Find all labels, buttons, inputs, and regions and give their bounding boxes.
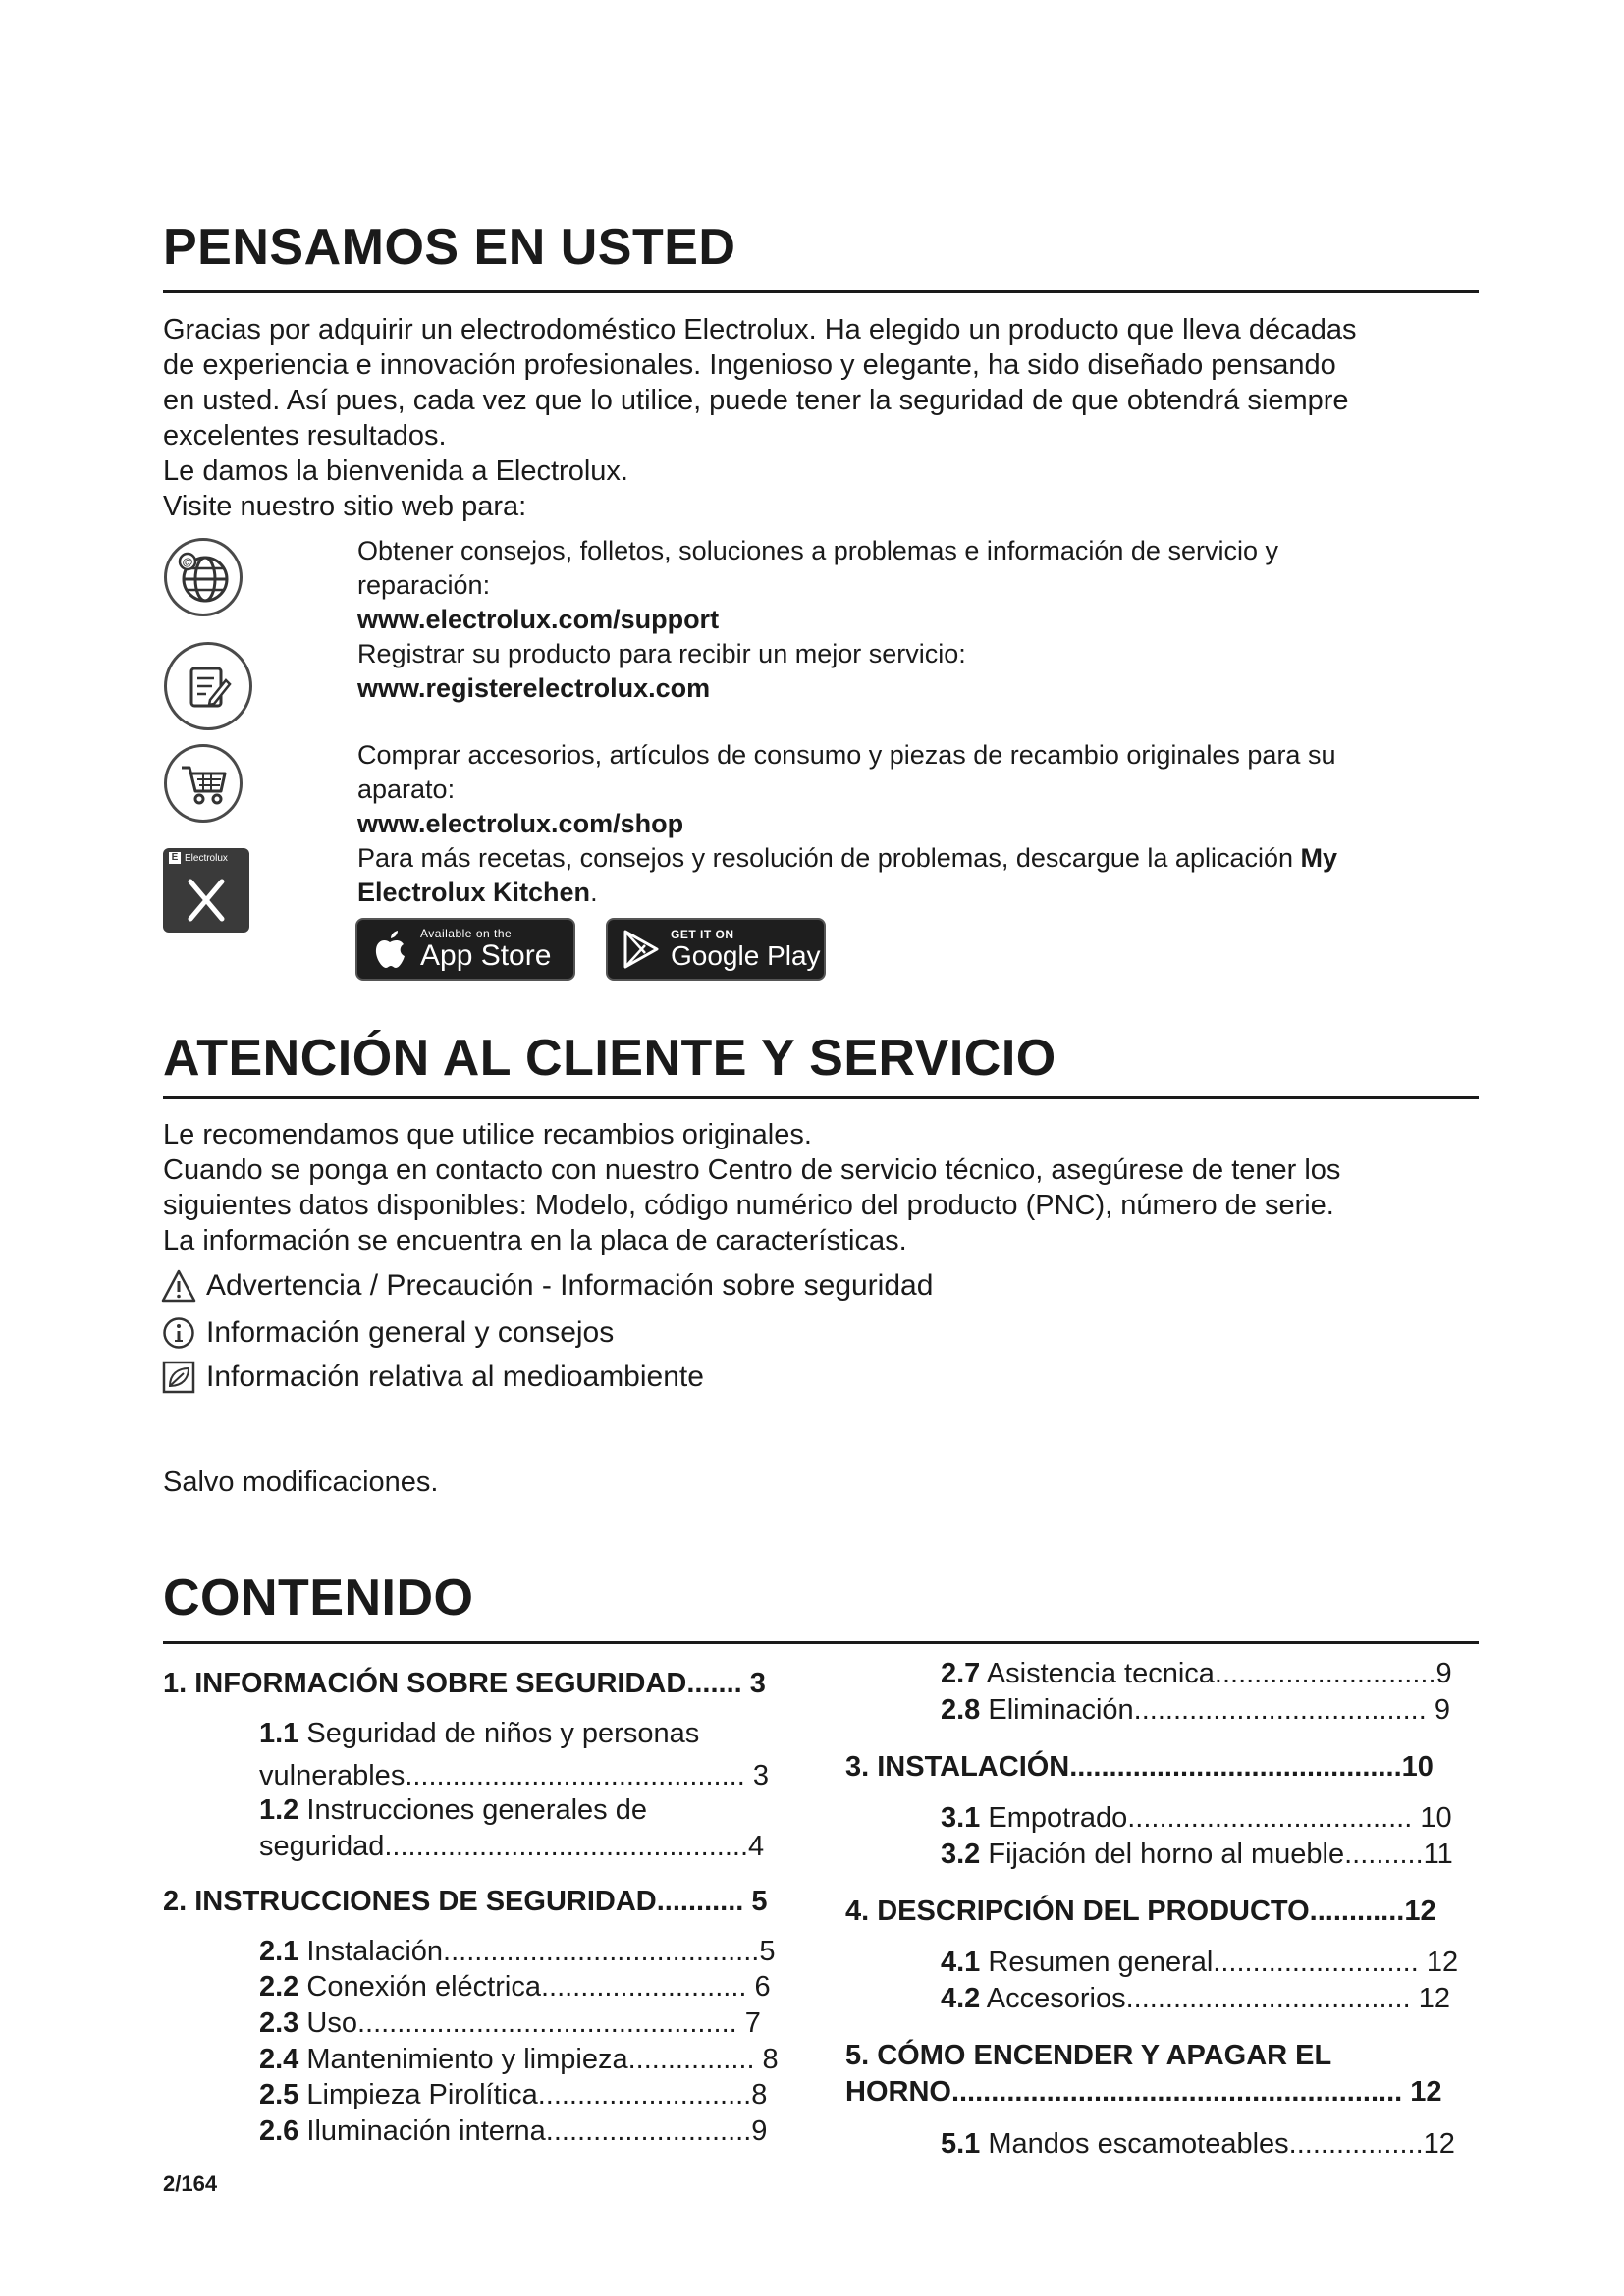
toc-chapter-link[interactable]: 2. INSTRUCCIONES DE SEGURIDAD........... 5: [163, 1886, 768, 1917]
toc-section-link[interactable]: [941, 1692, 1450, 1728]
service-text-line: Registrar su producto para recibir un mejor servicio:: [357, 639, 966, 668]
service-text-line: Obtener consejos, folletos, soluciones a problemas e información de servicio y: [357, 536, 1278, 565]
toc-chapter-link[interactable]: 1. INFORMACIÓN SOBRE SEGURIDAD....... 3: [163, 1668, 766, 1699]
section-title-pensamos: PENSAMOS EN USTED: [163, 219, 736, 276]
toc-section-title: Resumen general.......................... 12: [980, 1947, 1459, 1978]
toc-section-title: Limpieza Pirolítica...........................8: [298, 2079, 768, 2110]
toc-section-number: 2.6: [259, 2115, 299, 2147]
customer-service-paragraph: [163, 1117, 1498, 1258]
toc-section-title: Accesorios.................................... 12: [980, 1983, 1450, 2014]
toc-chapter-link[interactable]: 3. INSTALACIÓN..........................................10: [845, 1751, 1434, 1783]
toc-section-number: 2.3: [259, 2007, 299, 2039]
intro-line: de experiencia e innovación profesionales. Ingenioso y elegante, ha sido diseñado pensando: [163, 349, 1336, 381]
toc-section-link[interactable]: [941, 1945, 1458, 1980]
toc-section-number: 1.2: [259, 1794, 299, 1826]
intro-paragraph: [163, 312, 1498, 524]
intro-line: excelentes resultados.: [163, 420, 447, 452]
toc-section-title: Uso................................................ 7: [298, 2007, 761, 2039]
toc-section-link[interactable]: [259, 1716, 699, 1751]
app-promo-prefix: Para más recetas, consejos y resolución de problemas, descargue la aplicación: [357, 843, 1301, 873]
electrolux-kitchen-app-icon: [163, 848, 249, 933]
app-store-badge[interactable]: [355, 918, 575, 981]
toc-section-number: 1.1: [259, 1718, 299, 1749]
toc-section-number: 2.1: [259, 1936, 299, 1967]
modifications-note: Salvo modificaciones.: [163, 1467, 439, 1498]
toc-section-number: 2.8: [941, 1694, 981, 1726]
toc-section-title: Iluminación interna..........................9: [298, 2115, 768, 2147]
toc-section-number: 2.7: [941, 1658, 981, 1689]
toc-section-link[interactable]: [941, 1837, 1453, 1872]
app-store-label: App Store: [420, 939, 552, 972]
app-store-caption: Available on the: [420, 927, 513, 940]
section-divider: [163, 1096, 1479, 1099]
legend-warning-text: Advertencia / Precaución - Información sobre seguridad: [206, 1269, 934, 1302]
legend-info: [161, 1313, 614, 1353]
google-play-icon: [622, 928, 661, 971]
support-link[interactable]: www.electrolux.com/support: [357, 605, 720, 634]
fork-knife-icon: [183, 874, 230, 925]
toc-section-link[interactable]: [259, 1969, 771, 2004]
page-number: 2/164: [163, 2171, 218, 2196]
toc-section-link[interactable]: [259, 2113, 767, 2149]
toc-section-number: 2.2: [259, 1971, 299, 2002]
shop-link[interactable]: www.electrolux.com/shop: [357, 809, 684, 838]
apple-icon: [369, 927, 410, 972]
toc-section-number: 4.1: [941, 1947, 981, 1978]
service-line: siguientes datos disponibles: Modelo, código numérico del producto (PNC), número de serie.: [163, 1190, 1334, 1221]
intro-line: en usted. Así pues, cada vez que lo utilice, puede tener la seguridad de que obtendrá siempre: [163, 385, 1349, 416]
legend-warning: [161, 1266, 933, 1306]
service-support: [357, 534, 1496, 706]
toc-chapter-link[interactable]: 4. DESCRIPCIÓN DEL PRODUCTO............12: [845, 1896, 1436, 1927]
app-promo-line: [357, 841, 1496, 876]
toc-section-title: Asistencia tecnica............................9: [980, 1658, 1452, 1689]
info-circle-icon: [161, 1315, 196, 1351]
toc-section-link-cont[interactable]: vulnerables........................................... 3: [259, 1760, 769, 1791]
legend-environment: [161, 1358, 704, 1397]
toc-section-title: Instalación........................................5: [298, 1936, 776, 1967]
electrolux-brand-label: Electrolux: [185, 852, 228, 864]
toc-section-link[interactable]: [941, 1656, 1452, 1691]
section-title-atencion: ATENCIÓN AL CLIENTE Y SERVICIO: [163, 1030, 1056, 1087]
register-note-icon: [164, 642, 252, 730]
service-line: Cuando se ponga en contacto con nuestro Centro de servicio técnico, asegúrese de tener los: [163, 1154, 1341, 1186]
toc-section-title: Eliminación..................................... 9: [980, 1694, 1450, 1726]
intro-line: Le damos la bienvenida a Electrolux.: [163, 455, 628, 487]
toc-section-link[interactable]: [941, 1800, 1452, 1836]
section-divider: [163, 290, 1479, 293]
toc-section-link[interactable]: [259, 2005, 761, 2041]
environment-leaf-icon: [161, 1360, 196, 1395]
toc-section-link[interactable]: [259, 1934, 775, 1969]
web-globe-icon: [164, 538, 243, 616]
toc-section-number: 3.1: [941, 1802, 981, 1834]
service-line: Le recomendamos que utilice recambios originales.: [163, 1119, 812, 1150]
toc-section-number: 4.2: [941, 1983, 981, 2014]
toc-section-link[interactable]: [941, 2126, 1455, 2162]
toc-section-title: Mandos escamoteables.................12: [980, 2128, 1455, 2160]
app-promo-suffix: .: [590, 878, 598, 907]
toc-section-title: Instrucciones generales de: [298, 1794, 647, 1826]
toc-section-link[interactable]: [259, 1792, 647, 1828]
toc-chapter-link-cont[interactable]: HORNO......................................................... 12: [845, 2076, 1442, 2108]
toc-section-title: Conexión eléctrica.......................... 6: [298, 1971, 771, 2002]
toc-section-number: 5.1: [941, 2128, 981, 2160]
toc-section-title: Empotrado.................................... 10: [980, 1802, 1452, 1834]
toc-section-link[interactable]: [941, 1981, 1450, 2016]
toc-section-number: 3.2: [941, 1839, 981, 1870]
toc-section-title: Seguridad de niños y personas: [298, 1718, 700, 1749]
google-play-caption: GET IT ON: [671, 928, 734, 941]
register-link[interactable]: www.registerelectrolux.com: [357, 673, 711, 703]
warning-triangle-icon: [161, 1268, 196, 1304]
app-promo-line: [357, 876, 1496, 910]
intro-line: Gracias por adquirir un electrodoméstico Electrolux. Ha elegido un producto que lleva décadas: [163, 314, 1357, 346]
electrolux-logo: E Electrolux: [169, 852, 228, 864]
service-text-line: aparato:: [357, 774, 456, 804]
intro-line: Visite nuestro sitio web para:: [163, 491, 527, 522]
shopping-cart-icon: [164, 744, 243, 823]
toc-section-link-cont[interactable]: seguridad..............................................4: [259, 1831, 765, 1862]
service-shop: [357, 738, 1496, 910]
toc-section-title: Fijación del horno al mueble..........11: [980, 1839, 1453, 1870]
section-divider: [163, 1641, 1479, 1644]
toc-section-number: 2.4: [259, 2044, 299, 2075]
app-name-part1: My: [1300, 843, 1338, 873]
google-play-label: Google Play: [671, 940, 821, 971]
toc-section-link[interactable]: [259, 2077, 767, 2112]
legend-info-text: Información general y consejos: [206, 1316, 615, 1349]
app-name-part2: Electrolux Kitchen: [357, 878, 591, 907]
section-title-contenido: CONTENIDO: [163, 1570, 474, 1627]
toc-section-number: 2.5: [259, 2079, 299, 2110]
toc-section-title: Mantenimiento y limpieza................ 8: [298, 2044, 779, 2075]
svg-text:@: @: [182, 557, 193, 568]
toc-chapter-link[interactable]: 5. CÓMO ENCENDER Y APAGAR EL: [845, 2040, 1332, 2071]
service-text-line: Comprar accesorios, artículos de consumo y piezas de recambio originales para su: [357, 740, 1336, 770]
service-line: La información se encuentra en la placa de características.: [163, 1225, 907, 1256]
legend-environment-text: Información relativa al medioambiente: [206, 1361, 704, 1393]
service-text-line: reparación:: [357, 570, 491, 600]
toc-section-link[interactable]: [259, 2042, 779, 2077]
google-play-badge[interactable]: [606, 918, 826, 981]
